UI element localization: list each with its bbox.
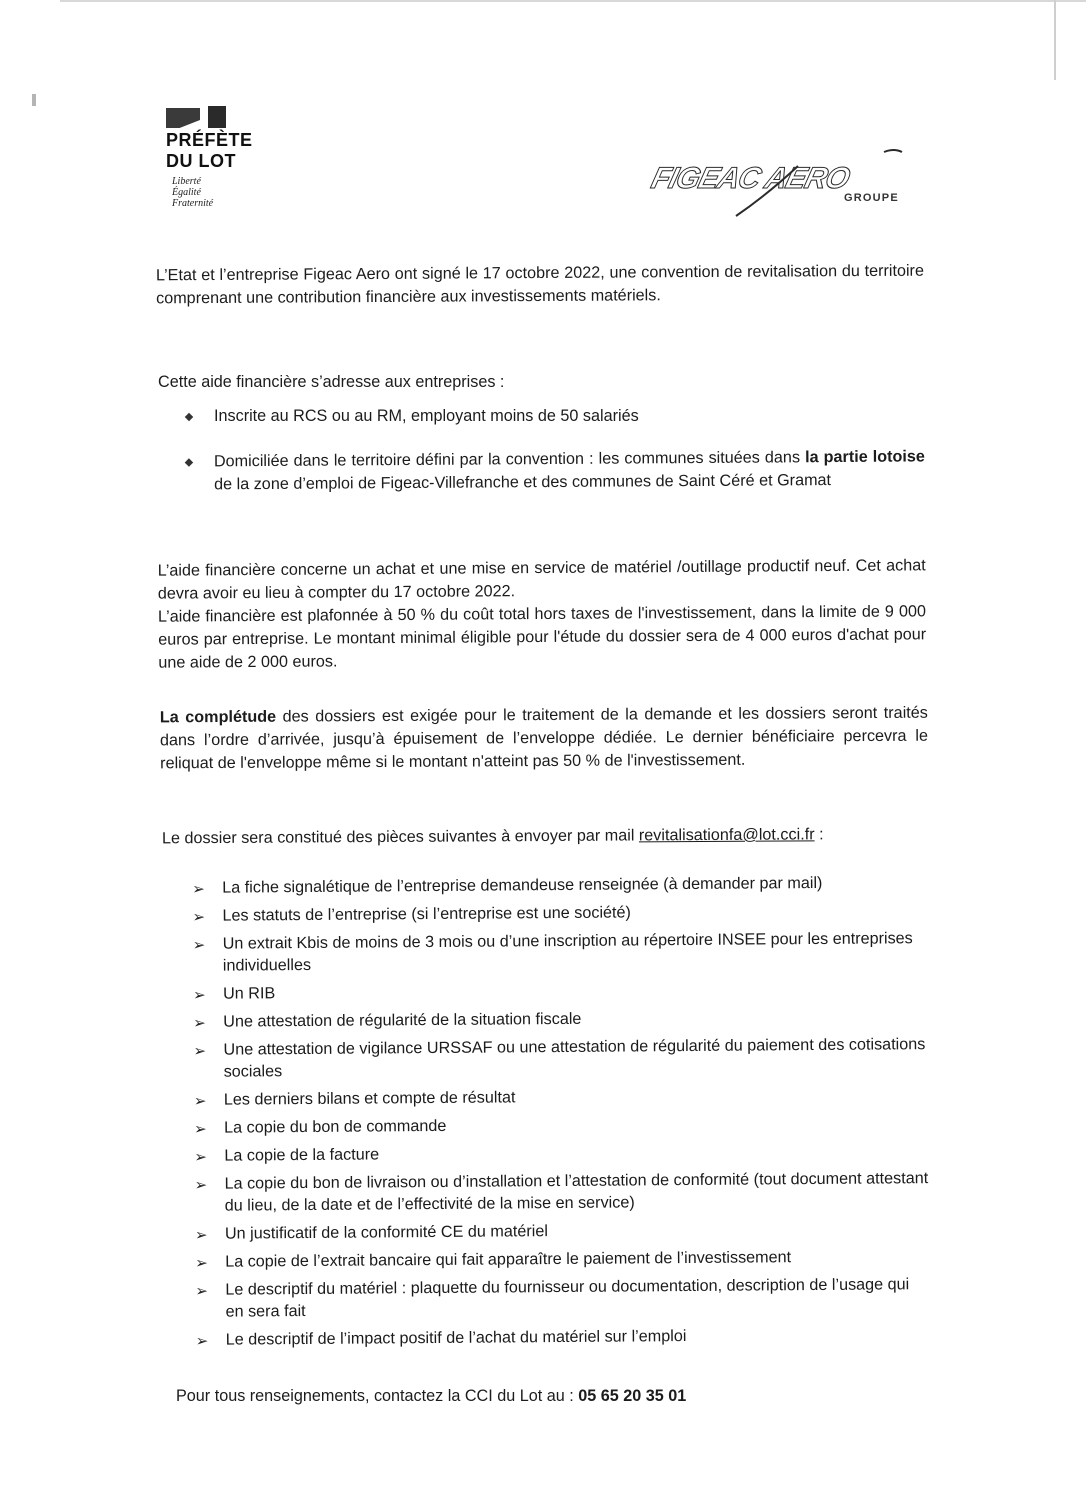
document-list-item — [190, 1167, 930, 1217]
email-link[interactable]: revitalisationfa@lot.cci.fr — [638, 825, 815, 845]
document-list-item-text: Un RIB — [222, 984, 276, 1003]
eligibility-criterion — [180, 405, 925, 428]
document-list-item-text: Une attestation de régularité de la situation fiscale — [223, 1009, 582, 1031]
figeac-aero-logo — [648, 146, 918, 222]
dossier-lead-text: Le dossier sera constitué des pièces suivantes à envoyer par mail — [161, 826, 639, 848]
arrowhead-bullet-icon: ➢ — [194, 1119, 207, 1138]
arrowhead-bullet-icon: ➢ — [194, 1225, 208, 1244]
arrowhead-bullet-icon: ➢ — [194, 1147, 207, 1166]
document-list-item — [188, 871, 928, 899]
document-list-item — [191, 1273, 931, 1323]
criterion-text: Inscrite au RCS ou au RM, employant moins de 50 salariés — [214, 407, 639, 425]
contact-text: Pour tous renseignements, contactez la CCI du Lot au : — [176, 1387, 579, 1405]
marianne-emblem-icon — [166, 104, 230, 130]
document-list-item — [190, 1111, 930, 1139]
document-list-item-text: La copie de la facture — [224, 1145, 380, 1165]
scan-mark — [32, 94, 36, 106]
scan-edge — [60, 0, 1086, 2]
prefecture-title-line1: PRÉFÈTE — [166, 130, 253, 150]
logo-wordmark: FIGEAC AERO — [648, 162, 853, 195]
document-list-item-text: Les derniers bilans et compte de résultat — [223, 1088, 516, 1109]
prefecture-title-line2: DU LOT — [166, 151, 236, 171]
eligibility-criterion — [180, 445, 925, 496]
arrowhead-bullet-icon: ➢ — [195, 1281, 209, 1300]
document-list-item-text: Le descriptif de l’impact positif de l’achat du matériel sur l’emploi — [225, 1327, 687, 1349]
arrowhead-bullet-icon: ➢ — [192, 935, 206, 954]
document-list-item-text: La copie de l’extrait bancaire qui fait apparaître le paiement de l’investissement — [225, 1248, 792, 1271]
arrowhead-bullet-icon: ➢ — [195, 1253, 208, 1272]
document-list-item — [189, 1005, 929, 1033]
document-list-item-text: Un justificatif de la conformité CE du matériel — [224, 1222, 548, 1243]
logo-subtitle: GROUPE — [844, 192, 899, 204]
document-list-item — [190, 1083, 930, 1111]
intro-paragraph: L’Etat et l’entreprise Figeac Aero ont signé le 17 octobre 2022, une convention de revitalisation du territoire comprenant une contribution financière aux investissements matériels. — [155, 261, 924, 308]
diamond-bullet-icon — [185, 413, 193, 421]
contact-line — [176, 1385, 876, 1408]
arrowhead-bullet-icon: ➢ — [192, 985, 206, 1004]
aid-paragraph — [158, 554, 927, 674]
aid-line: L’aide financière concerne un achat et une mise en service de matériel /outillage productif neuf. Cet achat devra avoir eu lieu à compter du 17 octobre 2022. — [157, 556, 926, 603]
motto-line: Liberté — [172, 176, 201, 187]
document-list-item — [191, 1245, 931, 1273]
document-list-item — [190, 1139, 930, 1167]
document-list-item-text: La copie du bon de commande — [224, 1116, 447, 1137]
document-list-item — [192, 1323, 932, 1351]
contact-phone[interactable]: 05 65 20 35 01 — [578, 1387, 687, 1405]
document-list-item — [189, 1033, 929, 1083]
scan-edge — [1054, 0, 1056, 80]
arrowhead-bullet-icon: ➢ — [193, 1041, 207, 1060]
document-list-item — [188, 899, 928, 927]
document-list-item-text: La fiche signalétique de l’entreprise demandeuse renseignée (à demander par mail) — [222, 873, 823, 897]
arrowhead-bullet-icon: ➢ — [195, 1331, 209, 1350]
diamond-bullet-icon — [185, 458, 193, 466]
completude-paragraph — [160, 702, 928, 776]
criterion-text: Domiciliée dans le territoire défini par la convention : les communes situées dans — [213, 448, 806, 471]
arrowhead-bullet-icon: ➢ — [193, 1013, 206, 1032]
document-list-item — [189, 927, 929, 977]
document-list-item-text: La copie du bon de livraison ou d’installation et l’attestation de conformité (tout document attestant du lieu, de la date et de l’effectivité de la mise en service) — [224, 1169, 929, 1215]
document-list-item-text: Les statuts de l’entreprise (si l’entreprise est une société) — [222, 903, 631, 925]
document-list-item-text: Une attestation de vigilance URSSAF ou une attestation de régularité du paiement des cotisations sociales — [223, 1035, 926, 1081]
aid-line: L’aide financière est plafonnée à 50 % du coût total hors taxes de l'investissement, dans la limite de 9 000 euros par entreprise. Le montant minimal éligible pour l'étude du dossier sera de 4 000 euros d'achat pour une aide de 2 000 euros. — [157, 602, 927, 672]
motto-line: Fraternité — [172, 198, 214, 209]
arrowhead-bullet-icon: ➢ — [194, 1175, 208, 1194]
completude-bold: La complétude — [159, 707, 277, 727]
eligibility-lead: Cette aide financière s’adresse aux entreprises : — [158, 373, 505, 391]
motto-line: Égalité — [172, 187, 201, 198]
dossier-tail: : — [814, 825, 824, 844]
arrowhead-bullet-icon: ➢ — [192, 879, 205, 898]
criterion-text: de la zone d’emploi de Figeac-Villefranche et des communes de Saint Céré et Gramat — [214, 471, 832, 494]
document-list-item-text: Un extrait Kbis de moins de 3 mois ou d’une inscription au répertoire INSEE pour les entreprises individuelles — [222, 929, 913, 975]
document-list-item — [189, 977, 929, 1005]
dossier-lead — [162, 823, 930, 851]
arrowhead-bullet-icon: ➢ — [193, 1091, 207, 1110]
completude-text: des dossiers est exigée pour le traitement de la demande et les dossiers seront traités dans l’ordre d’arrivée, jusqu’à épuisement de l’enveloppe dédiée. Le dernier bénéficiaire percevra le reliquat de l'enveloppe même si le montant n'atteint pas 50 % de l'investissement. — [159, 703, 929, 773]
arrowhead-bullet-icon: ➢ — [192, 907, 206, 926]
document-list-item — [191, 1217, 931, 1245]
document-list-item-text: Le descriptif du matériel : plaquette du fournisseur ou documentation, description de l’usage qui en sera fait — [225, 1275, 910, 1321]
criterion-bold-text: la partie lotoise — [804, 447, 925, 467]
prefecture-block — [166, 104, 253, 209]
required-documents-list — [188, 871, 932, 1357]
